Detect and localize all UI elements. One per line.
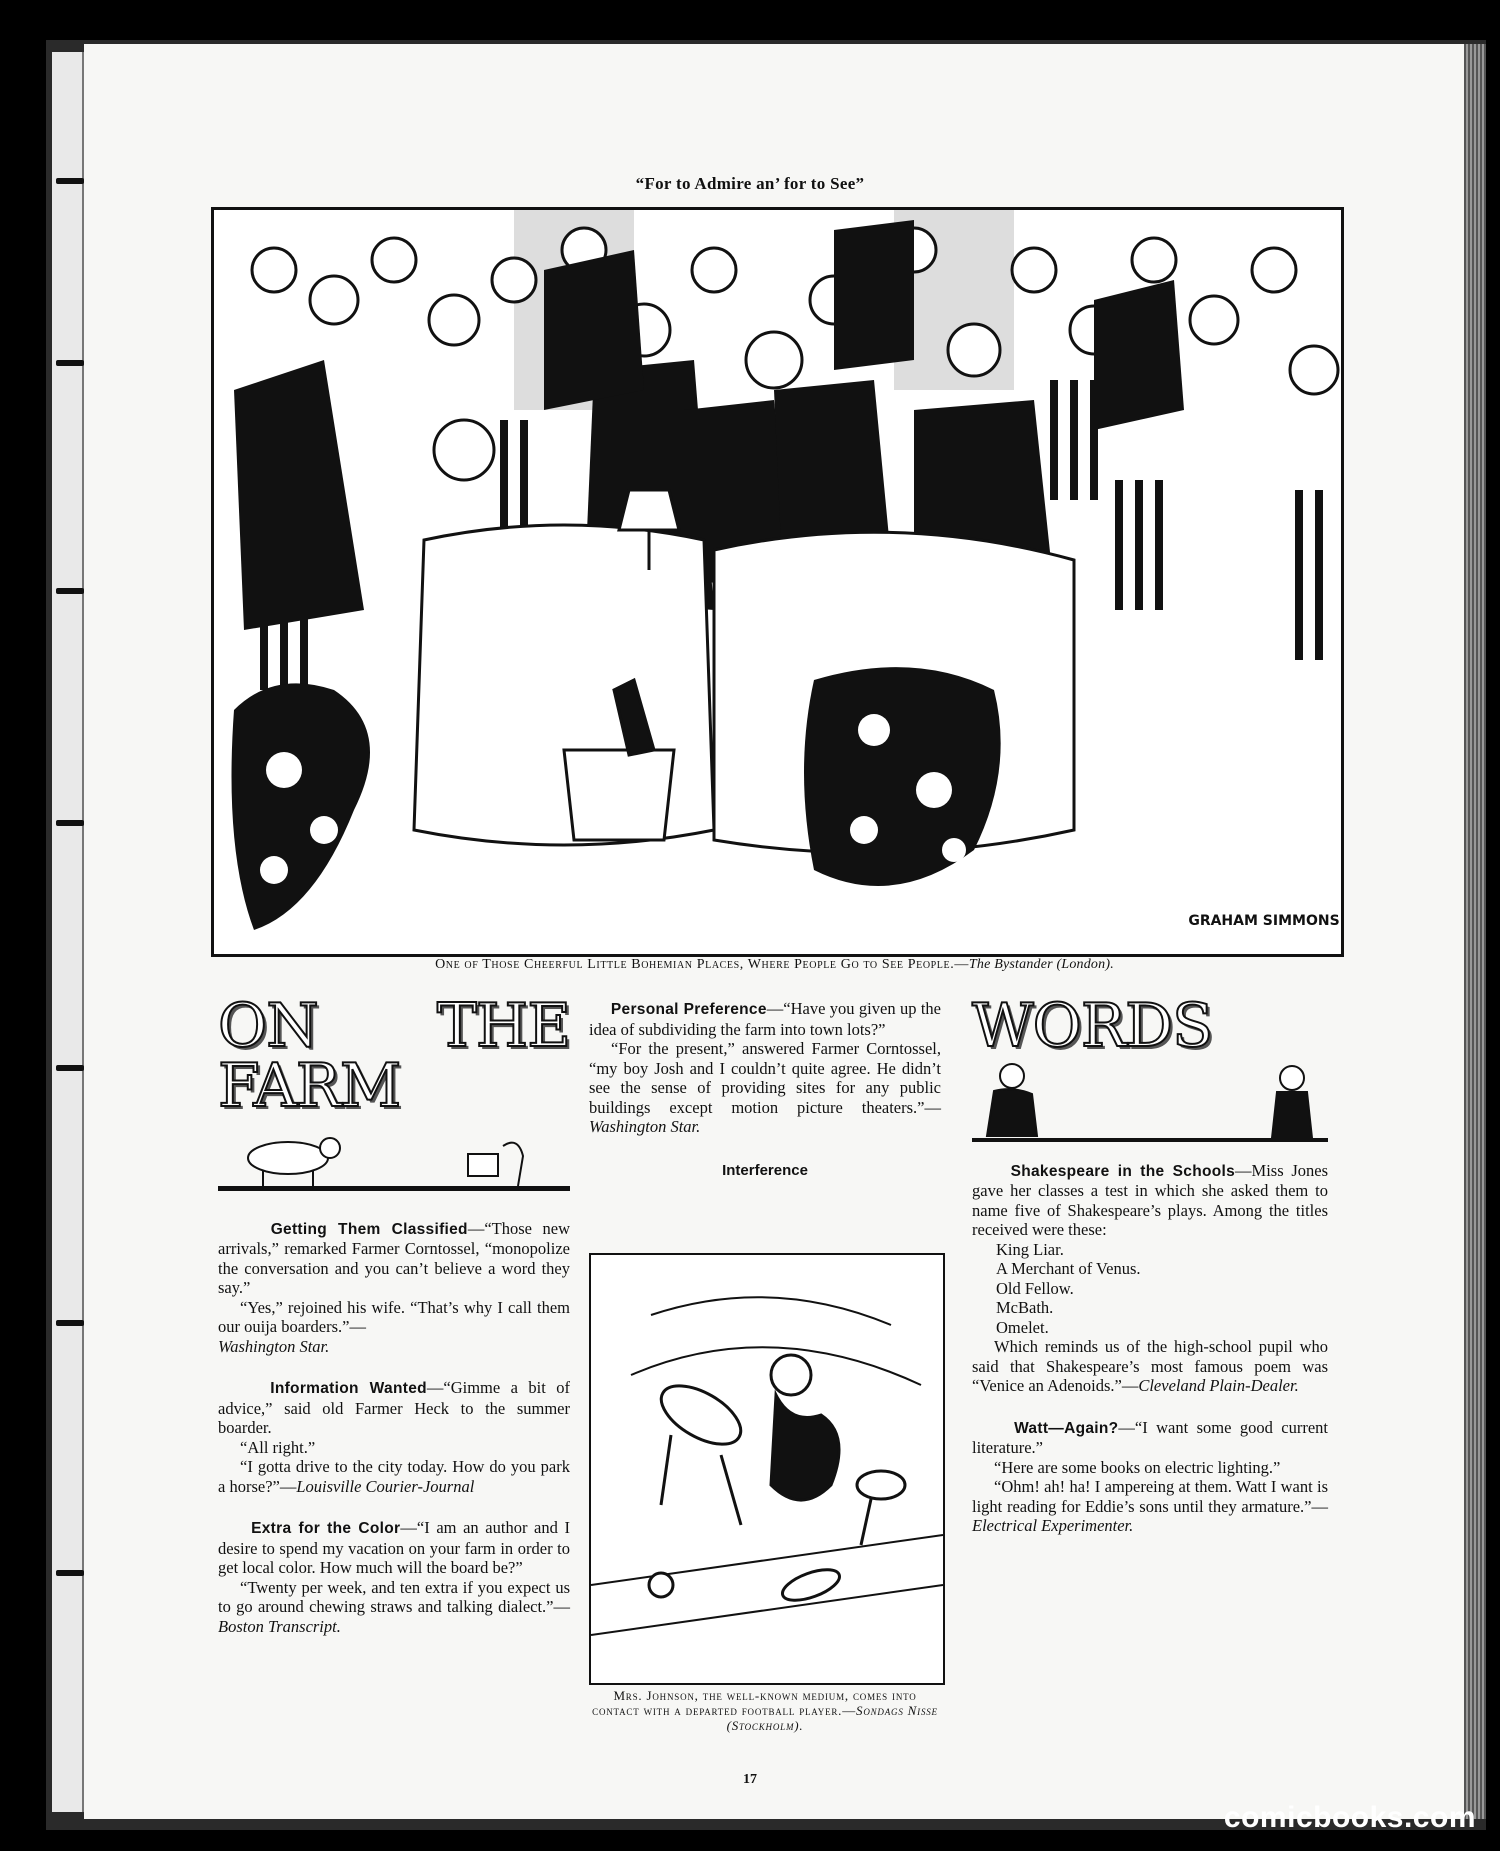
article-paragraph: “All right.” — [240, 1437, 316, 1457]
page-number: 17 — [743, 1772, 757, 1787]
on-the-farm-banner: ON THE FARM — [218, 991, 570, 1121]
binding-stitch — [56, 588, 84, 594]
article-source: Louisville Courier-Journal — [296, 1476, 475, 1496]
article-heading: Information Wanted — [270, 1380, 427, 1397]
article-text: —“I am an author and I desire to spend my vacation on your farm in order to get local color. How much will the board be?” — [218, 1518, 570, 1577]
cartoon-source: Sondags Nisse (Stockholm). — [726, 1703, 938, 1733]
article-shakespeare — [972, 1161, 1328, 1240]
page-edge — [1464, 44, 1486, 1819]
article-paragraph — [589, 1039, 941, 1137]
article-text: “Ohm! ah! ha! I ampereing at them. Watt I want is light reading for Eddie’s sons until they armature.”— — [972, 1477, 1328, 1516]
caption-source: The Bystander (London). — [968, 957, 1114, 972]
article-watt-again — [972, 1418, 1328, 1458]
list-item: Omelet. — [996, 1317, 1049, 1337]
column-on-the-farm — [218, 991, 571, 1636]
article-paragraph — [218, 1578, 570, 1637]
list-item: A Merchant of Venus. — [996, 1259, 1141, 1278]
article-source: Boston Transcript. — [218, 1616, 341, 1636]
words-characters-icon — [972, 1056, 1328, 1142]
article-personal-preference — [589, 999, 941, 1039]
article-text: —“Those new arrivals,” remarked Farmer Corntossel, “monopolize the conversation and you can’t believe a word they say.” — [218, 1218, 570, 1297]
medium-cartoon-drawing — [591, 1255, 943, 1683]
play-titles-list — [972, 1240, 1328, 1338]
column-words — [972, 991, 1329, 1536]
article-getting-them-classified — [218, 1219, 570, 1298]
watermark: comicbooks.com — [1223, 1801, 1476, 1834]
article-text: “For the present,” answered Farmer Corntossel, “my boy Josh and I couldn’t quite agree. He didn’t see the sense of providing sites for any public buildings except motion picture theaters.”— — [589, 1039, 941, 1117]
illustration-drawing — [214, 210, 1341, 954]
farm-animals-icon — [218, 1116, 570, 1196]
article-heading: Personal Preference — [610, 1001, 767, 1018]
article-source: Washington Star. — [589, 1117, 701, 1136]
article-text: —“I want some good current literature.” — [972, 1417, 1328, 1457]
article-text: “Twenty per week, and ten extra if you expect us to go around chewing straws and talking dialect.”— — [218, 1577, 570, 1616]
cartoon-caption-text: Mrs. Johnson, the well-known medium, comes into contact with a departed football player.— — [592, 1688, 917, 1718]
binding-stitch — [56, 1570, 84, 1576]
article-text: “Yes,” rejoined his wife. “That’s why I call them our ouija boarders.”— — [218, 1297, 570, 1336]
binding-stitch — [56, 360, 84, 366]
article-information-wanted — [218, 1378, 570, 1438]
list-item: McBath. — [996, 1298, 1054, 1317]
article-extra-for-the-color — [218, 1518, 570, 1578]
article-heading: Extra for the Color — [251, 1520, 401, 1537]
list-item: Old Fellow. — [996, 1278, 1074, 1298]
caption-text: One of Those Cheerful Little Bohemian Places, Where People Go to See People.— — [435, 957, 969, 972]
interference-subhead: Interference — [722, 1161, 808, 1179]
article-heading: Getting Them Classified — [270, 1220, 468, 1238]
column-middle — [589, 999, 941, 1180]
article-paragraph: “Here are some books on electric lighting.” — [994, 1457, 1281, 1477]
article-paragraph — [218, 1457, 570, 1496]
binding-stitch — [56, 1320, 84, 1326]
article-source: Electrical Experimenter. — [972, 1516, 1134, 1535]
binding-stitch — [56, 820, 84, 826]
illustration-caption — [211, 957, 1338, 973]
restaurant-illustration — [211, 207, 1344, 957]
article-text: —“Have you given up the idea of subdividing the farm into town lots?” — [589, 999, 942, 1039]
article-source: Cleveland Plain-Dealer. — [1138, 1376, 1299, 1395]
article-text: “I gotta drive to the city today. How do you park a horse?”— — [218, 1457, 570, 1496]
article-paragraph — [972, 1337, 1328, 1396]
article-heading: Shakespeare in the Schools — [1010, 1162, 1236, 1180]
cartoon-caption — [589, 1688, 941, 1733]
article-text: —“Gimme a bit of advice,” said old Farmer Heck to the summer boarder. — [218, 1378, 571, 1437]
article-paragraph — [218, 1298, 570, 1357]
article-paragraph — [972, 1477, 1328, 1536]
book-spine — [52, 52, 84, 1812]
article-source: Washington Star. — [218, 1336, 330, 1356]
binding-stitch — [56, 1065, 84, 1071]
words-banner: WORDS — [972, 991, 1213, 1061]
article-text: —Miss Jones gave her classes a test in which she asked them to name five of Shakespeare’s plays. Among the titles received were these: — [972, 1160, 1329, 1239]
interference-cartoon — [589, 1253, 945, 1685]
artist-signature: GRAHAM SIMMONS — [1188, 913, 1340, 929]
list-item: King Liar. — [996, 1239, 1064, 1259]
article-text: Which reminds us of the high-school pupil who said that Shakespeare’s most famous poem was “Venice an Adenoids.”— — [972, 1337, 1328, 1395]
running-head: “For to Admire an’ for to See” — [635, 174, 865, 193]
article-heading: Watt—Again? — [1014, 1419, 1119, 1437]
